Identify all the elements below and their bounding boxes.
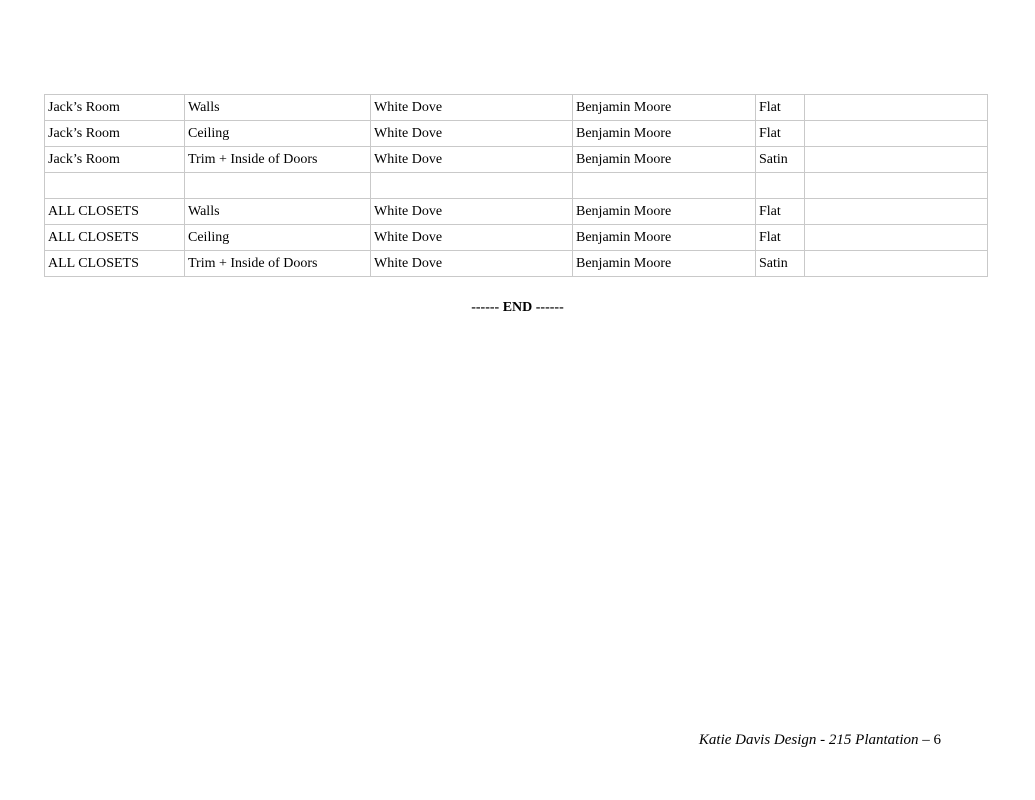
notes-cell (805, 95, 988, 121)
page-footer (699, 732, 941, 749)
notes-cell (805, 225, 988, 251)
table-row (45, 173, 988, 199)
finish-cell (756, 173, 805, 199)
brand-cell: Benjamin Moore (573, 121, 756, 147)
notes-cell (805, 173, 988, 199)
brand-cell (573, 173, 756, 199)
table-row (45, 199, 988, 225)
color-cell: White Dove (371, 121, 573, 147)
surface-cell: Trim + Inside of Doors (185, 251, 371, 277)
notes-cell (805, 199, 988, 225)
room-cell: ALL CLOSETS (45, 225, 185, 251)
room-cell: ALL CLOSETS (45, 251, 185, 277)
surface-cell: Trim + Inside of Doors (185, 147, 371, 173)
surface-cell: Ceiling (185, 225, 371, 251)
finish-cell: Flat (756, 225, 805, 251)
notes-cell (805, 251, 988, 277)
page-number: 6 (933, 732, 941, 748)
finish-cell: Satin (756, 147, 805, 173)
color-cell: White Dove (371, 251, 573, 277)
room-cell: Jack’s Room (45, 121, 185, 147)
finish-cell: Satin (756, 251, 805, 277)
table-row (45, 225, 988, 251)
color-cell (371, 173, 573, 199)
brand-cell: Benjamin Moore (573, 225, 756, 251)
brand-cell: Benjamin Moore (573, 199, 756, 225)
footer-text: Katie Davis Design - 215 Plantation – (698, 732, 934, 748)
finish-cell: Flat (756, 199, 805, 225)
room-cell: Jack’s Room (45, 147, 185, 173)
table-row (45, 121, 988, 147)
color-cell: White Dove (371, 95, 573, 121)
surface-cell: Walls (185, 199, 371, 225)
color-cell: White Dove (371, 147, 573, 173)
notes-cell (805, 121, 988, 147)
surface-cell (185, 173, 371, 199)
paint-schedule-table (44, 94, 988, 277)
surface-cell: Ceiling (185, 121, 371, 147)
room-cell (45, 173, 185, 199)
brand-cell: Benjamin Moore (573, 147, 756, 173)
brand-cell: Benjamin Moore (573, 251, 756, 277)
finish-cell: Flat (756, 121, 805, 147)
room-cell: Jack’s Room (45, 95, 185, 121)
end-marker: ------ END ------ (471, 300, 564, 315)
surface-cell: Walls (185, 95, 371, 121)
table-row (45, 251, 988, 277)
table-row (45, 147, 988, 173)
brand-cell: Benjamin Moore (573, 95, 756, 121)
color-cell: White Dove (371, 225, 573, 251)
finish-cell: Flat (756, 95, 805, 121)
color-cell: White Dove (371, 199, 573, 225)
room-cell: ALL CLOSETS (45, 199, 185, 225)
table-row (45, 95, 988, 121)
notes-cell (805, 147, 988, 173)
